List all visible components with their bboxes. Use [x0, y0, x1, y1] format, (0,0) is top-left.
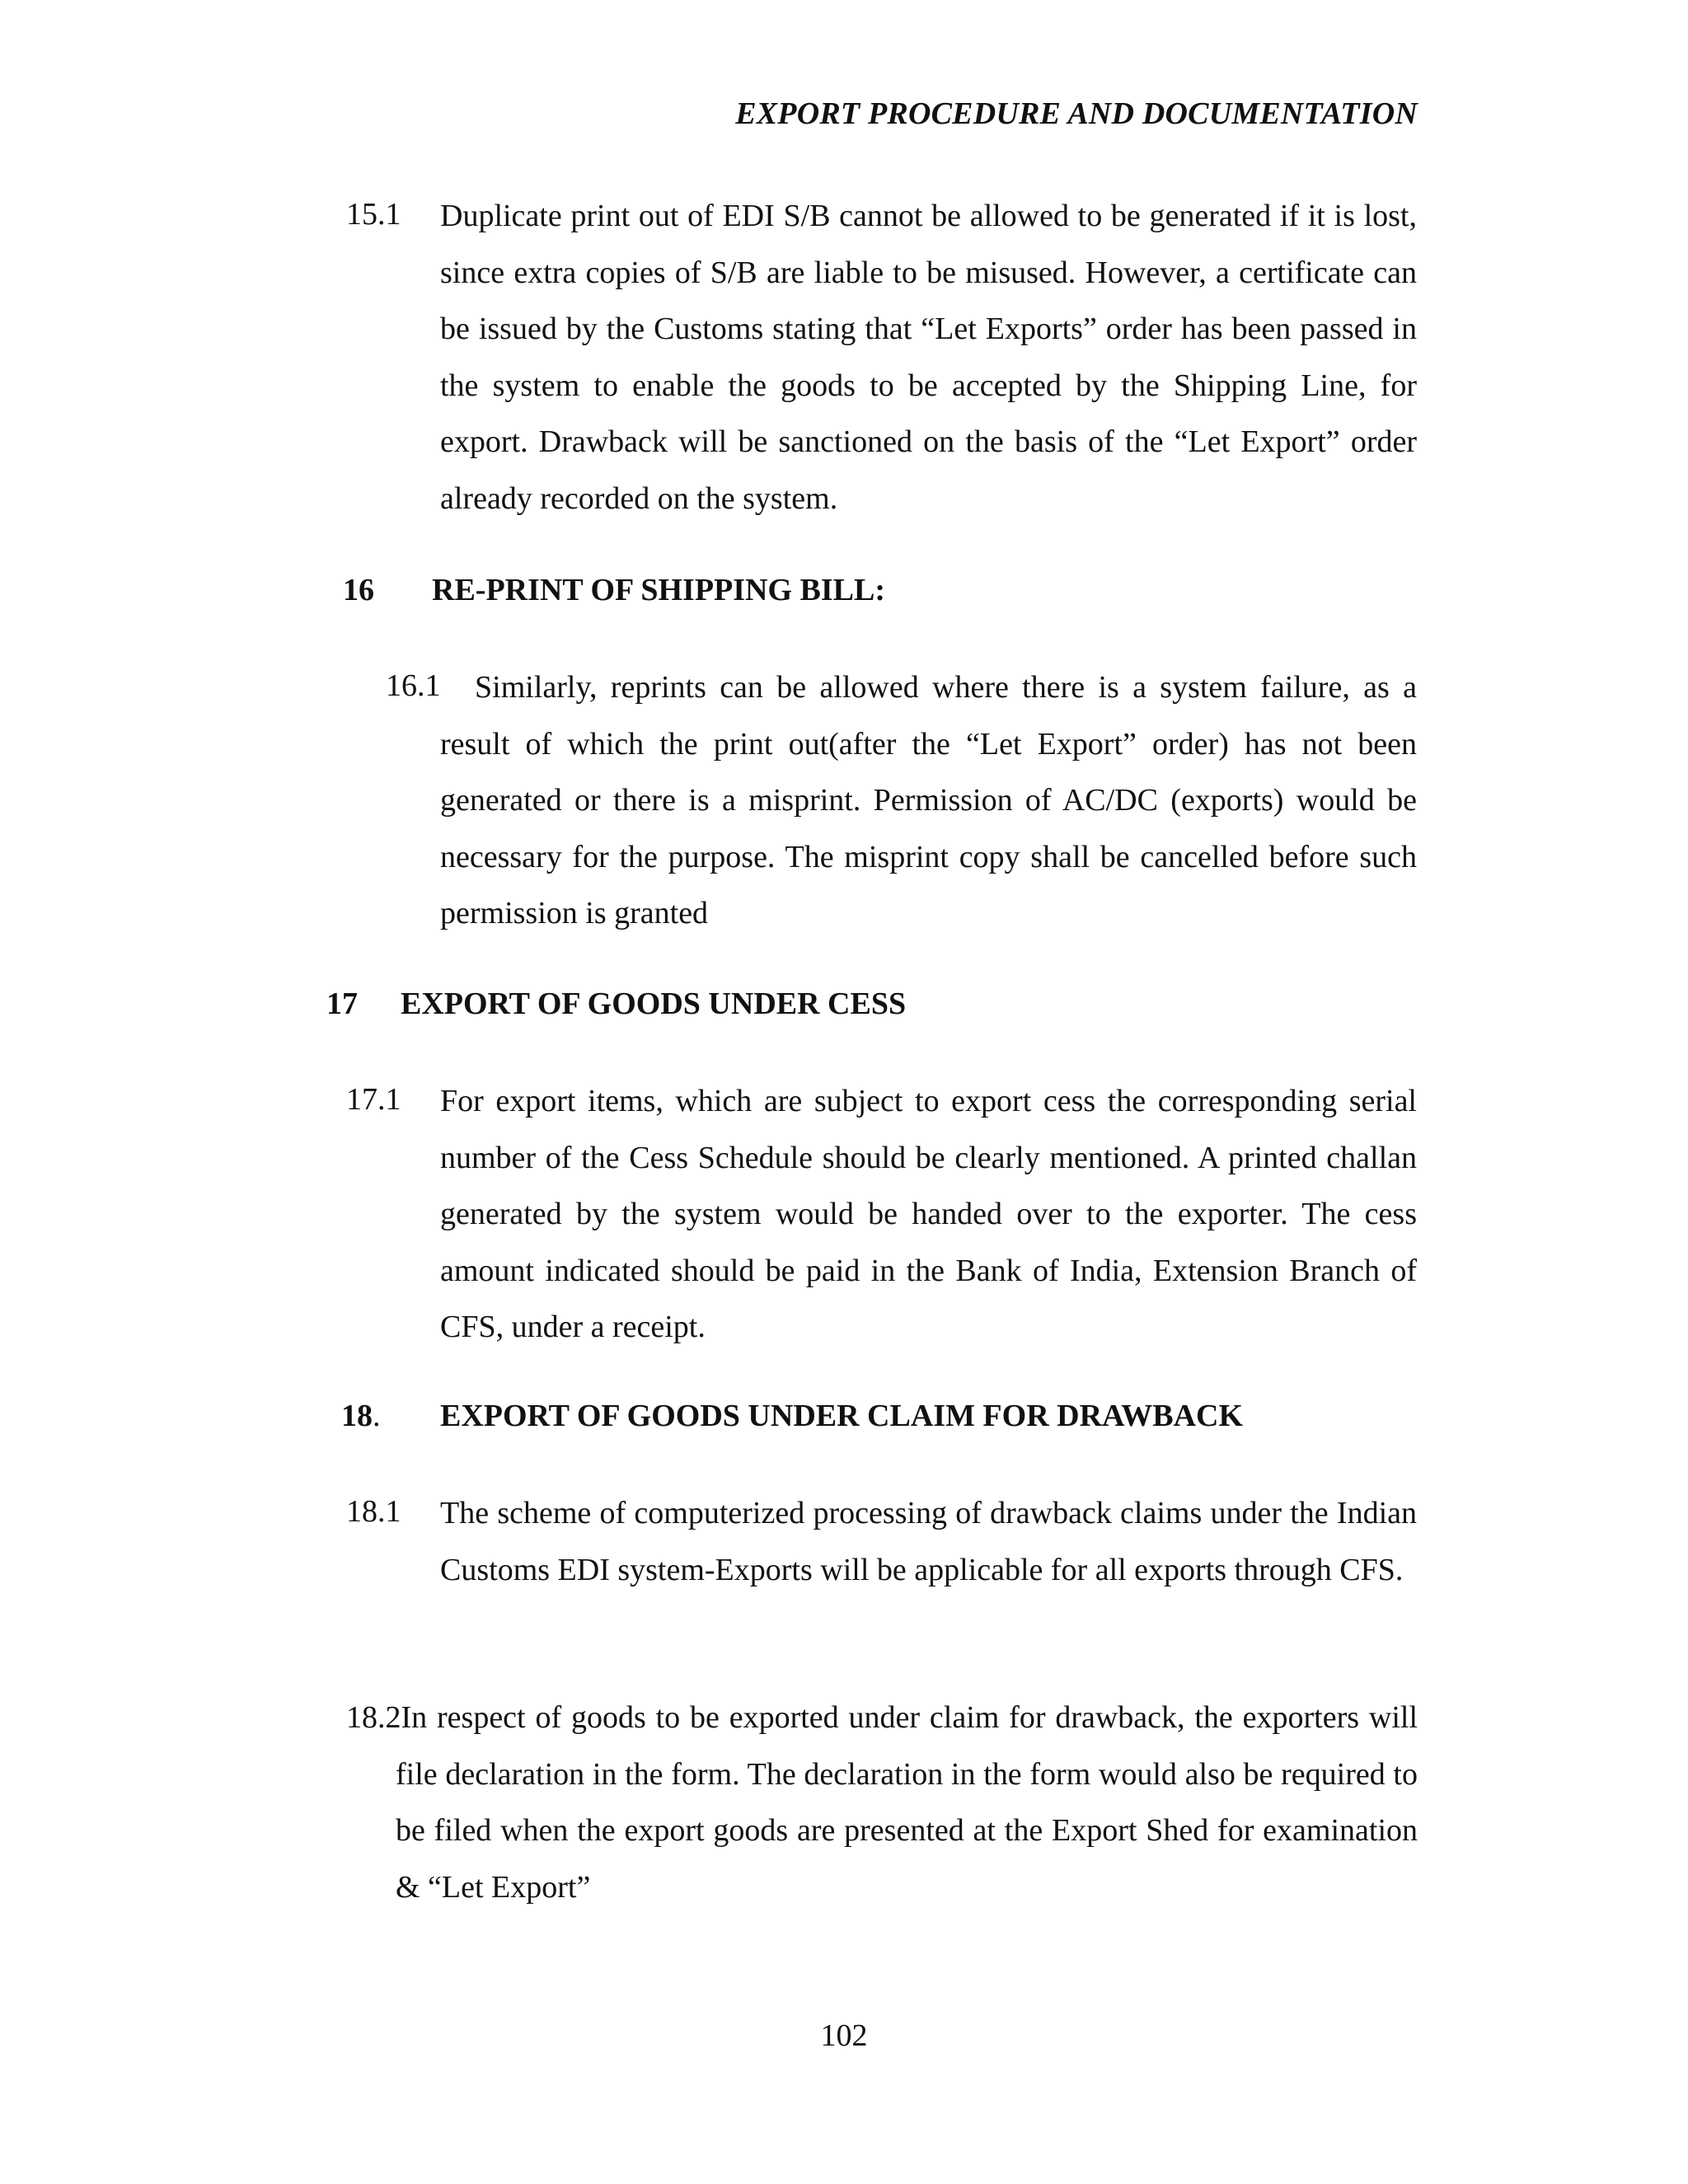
paragraph-15-1: Duplicate print out of EDI S/B cannot be allowed to be generated if it is lost, since extra copies of S/B are liable to be misused. However, a certificate can be issued by the Customs stating that “Let Exports” order has been passed in the system to enable the goods to be accepted by the Shipping Line, for export. Drawback will be sanctioned on the basis of the “Let Export” order already recorded on the system. — [440, 199, 1417, 516]
section-number-18-1: 18.1 — [346, 1494, 401, 1529]
section-number-17-1: 17.1 — [346, 1082, 401, 1117]
paragraph-18-1: The scheme of computerized processing of drawback claims under the Indian Customs EDI system-Exports will be applicable for all exports through CFS. — [440, 1496, 1417, 1587]
paragraph-18-2-text: In respect of goods to be exported under claim for drawback, the exporters will file declaration in the form. The declaration in the form would also be required to be filed when the export goods are presented at the Export Shed for examination & “Let Export” — [396, 1700, 1418, 1905]
running-header: EXPORT PROCEDURE AND DOCUMENTATION — [735, 96, 1418, 131]
section-heading-17: EXPORT OF GOODS UNDER CESS — [401, 987, 907, 1021]
paragraph-16-1: Similarly, reprints can be allowed where there is a system failure, as a result of which the print out(after the “Let Export” order) has not been generated or there is a misprint. Permission of AC/DC (exports) would be necessary for the purpose. The misprint copy shall be cancelled before such permission is granted — [440, 670, 1417, 930]
section-number-18 — [341, 1398, 381, 1434]
page-number: 102 — [820, 2018, 868, 2053]
section-number-18-2: 18.2 — [346, 1700, 401, 1735]
section-heading-16: RE-PRINT OF SHIPPING BILL: — [432, 573, 886, 607]
paragraph-18-2 — [346, 1690, 1418, 1915]
section-heading-18: EXPORT OF GOODS UNDER CLAIM FOR DRAWBACK — [440, 1399, 1244, 1433]
section-number-16: 16 — [343, 573, 374, 607]
section-number-18-text: 18 — [341, 1399, 373, 1433]
paragraph-17-1: For export items, which are subject to export cess the corresponding serial number of the Cess Schedule should be clearly mentioned. A printed challan generated by the system would be handed over to the exporter. The cess amount indicated should be paid in the Bank of India, Extension Branch of CFS, under a receipt. — [440, 1084, 1417, 1344]
section-number-17: 17 — [326, 987, 358, 1021]
section-number-16-1: 16.1 — [386, 668, 441, 703]
section-number-18-dot: . — [373, 1399, 381, 1433]
section-number-15-1: 15.1 — [346, 197, 401, 232]
